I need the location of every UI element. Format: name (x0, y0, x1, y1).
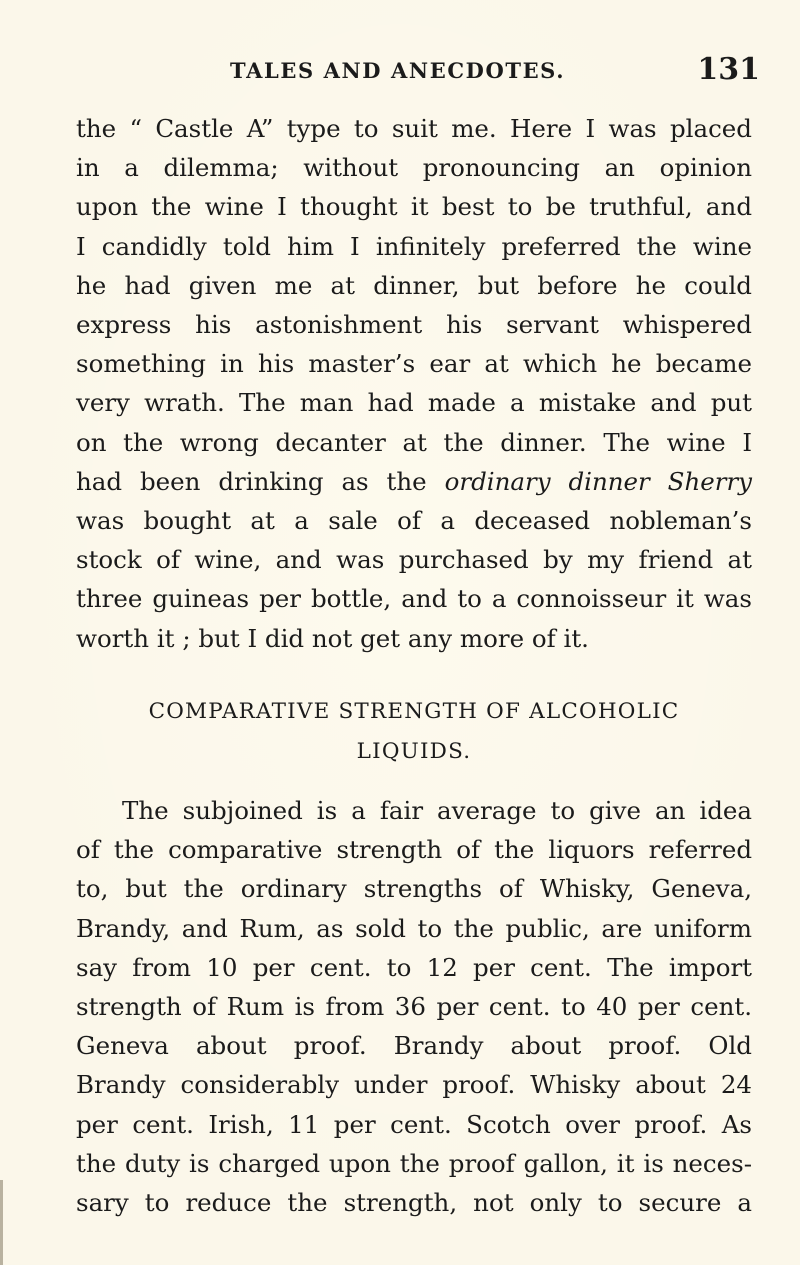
paragraph-2 (76, 791, 752, 1222)
text-line: in a dilemma; without pronouncing an opinion (76, 153, 752, 183)
section-heading-line-1: COMPARATIVE STRENGTH OF ALCOHOLIC (148, 699, 680, 724)
text-line: something in his master’s ear at which he became (76, 349, 752, 379)
text-line: Geneva about proof. Brandy about proof. Old (76, 1031, 752, 1061)
section-heading-line-2: LIQUIDS. (356, 739, 472, 764)
text-line: strength of Rum is from 36 per cent. to 40 per cent. (76, 992, 752, 1022)
text-line: say from 10 per cent. to 12 per cent. The import (76, 952, 752, 982)
section-heading (76, 692, 752, 772)
text-line: he had given me at dinner, but before he could (76, 270, 752, 300)
text-line: express his astonishment his servant whispered (76, 310, 752, 340)
page-number: 131 (697, 52, 760, 87)
text-line: to, but the ordinary strengths of Whisky, Geneva, (76, 874, 752, 904)
text-line: Brandy considerably under proof. Whisky about 24 (76, 1070, 752, 1100)
text-line: was bought at a sale of a deceased nobleman’s (76, 506, 752, 536)
text-line: worth it ; but I did not get any more of it. (76, 623, 589, 653)
text-line: The subjoined is a fair average to give an idea (122, 796, 752, 825)
italic-phrase: ordinary dinner Sherry (444, 466, 752, 496)
text-line: upon the wine I thought it best to be truthful, and (76, 192, 752, 222)
text-line: the “ Castle A” type to suit me. Here I was placed (76, 114, 752, 143)
text-line: of the comparative strength of the liquors referred (76, 835, 752, 865)
text-line: per cent. Irish, 11 per cent. Scotch over proof. As (76, 1109, 752, 1139)
text-line: sary to reduce the strength, not only to secure a (76, 1188, 752, 1218)
running-title: TALES AND ANECDOTES. (230, 58, 566, 83)
text-line: three guineas per bottle, and to a connoisseur it was (76, 584, 752, 614)
text-line: on the wrong decanter at the dinner. The wine I (76, 427, 752, 457)
text-line: very wrath. The man had made a mistake and put (76, 388, 752, 418)
page-header (0, 52, 760, 92)
page-edge-shadow (0, 1180, 3, 1265)
paragraph-1 (76, 109, 752, 658)
text-line: Brandy, and Rum, as sold to the public, are uniform (76, 913, 752, 943)
text-line-with-italic (76, 462, 752, 501)
text-line: I candidly told him I infinitely preferred the wine (76, 231, 752, 261)
text-fragment: had been drinking as the (76, 466, 445, 496)
text-line: the duty is charged upon the proof gallon, it is neces- (76, 1148, 752, 1178)
text-line: stock of wine, and was purchased by my friend at (76, 545, 752, 575)
